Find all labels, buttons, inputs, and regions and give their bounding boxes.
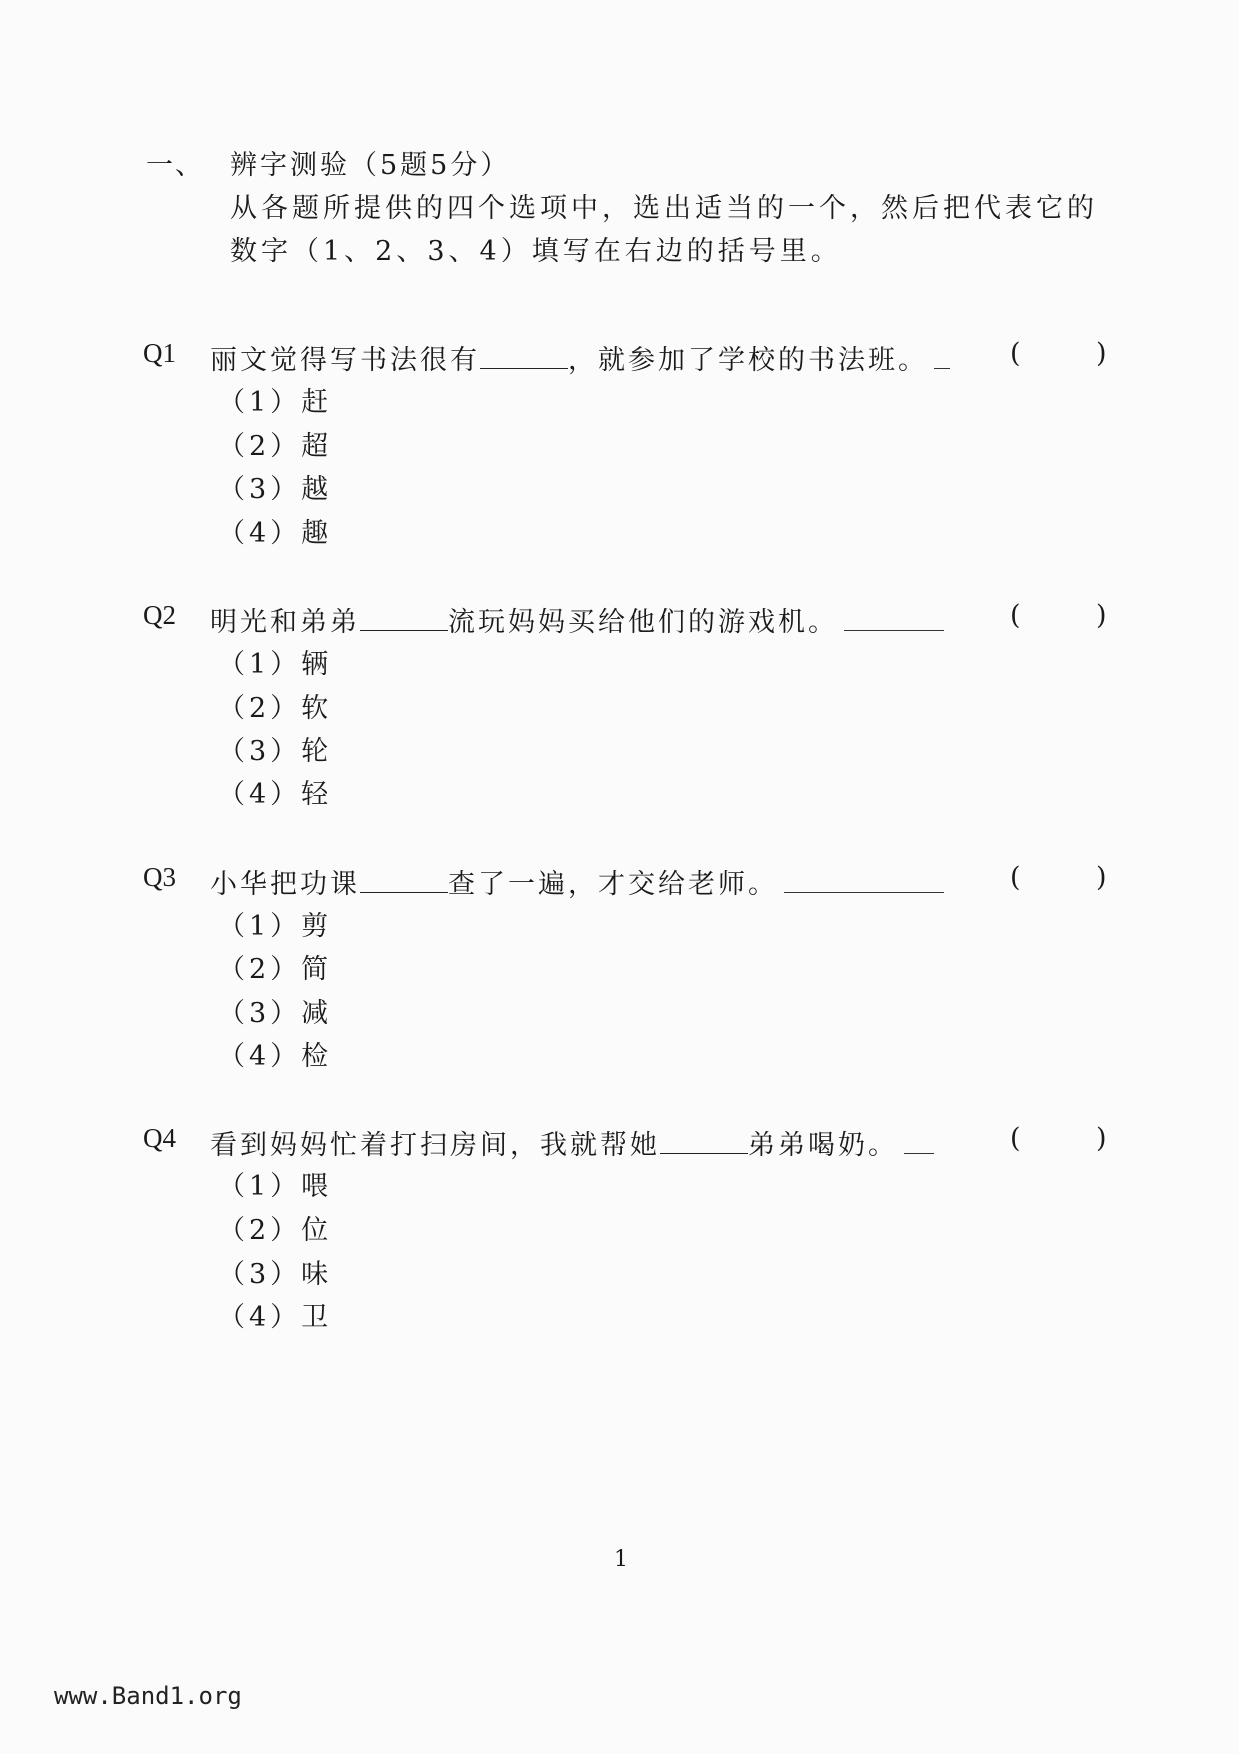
question-text-after: 查了一遍，才交给老师。 xyxy=(448,869,778,900)
question-text-before: 丽文觉得写书法很有 xyxy=(210,345,480,376)
option-4: （4）卫 xyxy=(218,1302,333,1333)
option-4: （4）轻 xyxy=(218,779,333,810)
answer-paren-open: ( xyxy=(1010,862,1021,893)
section-title: 辨字测验（5题5分） xyxy=(230,150,511,181)
option-2: （2）软 xyxy=(218,693,333,724)
instruction-line-1: 从各题所提供的四个选项中，选出适当的一个，然后把代表它的 xyxy=(230,193,1098,224)
leader-dashes xyxy=(904,1137,934,1154)
answer-paren-open: ( xyxy=(1010,600,1021,631)
page-number: 1 xyxy=(614,1547,628,1572)
option-1: （1）剪 xyxy=(218,911,333,942)
answer-paren-close: ) xyxy=(1096,862,1107,893)
option-3: （3）味 xyxy=(218,1259,333,1290)
question-number: Q2 xyxy=(143,600,176,630)
question-number: Q4 xyxy=(143,1123,176,1153)
question-text xyxy=(210,862,944,901)
option-4: （4）检 xyxy=(218,1041,333,1072)
answer-paren-close: ) xyxy=(1096,1123,1107,1154)
question-number: Q3 xyxy=(143,862,176,892)
leader-dashes xyxy=(784,876,944,893)
question-text xyxy=(210,338,950,377)
option-1: （1）赶 xyxy=(218,387,333,418)
question-number: Q1 xyxy=(143,338,176,368)
answer-blank xyxy=(360,868,448,893)
question-text-after: 流玩妈妈买给他们的游戏机。 xyxy=(448,607,838,638)
answer-paren-close: ) xyxy=(1096,600,1107,631)
option-1: （1）辆 xyxy=(218,649,333,680)
option-3: （3）减 xyxy=(218,998,333,1029)
question-text-after: ，就参加了学校的书法班。 xyxy=(568,345,928,376)
section-number: 一、 xyxy=(146,150,204,181)
answer-blank xyxy=(660,1129,748,1154)
question-text-before: 小华把功课 xyxy=(210,869,360,900)
footer-url[interactable]: www.Band1.org xyxy=(54,1682,242,1710)
question-text xyxy=(210,600,944,639)
option-1: （1）喂 xyxy=(218,1171,333,1202)
answer-paren-close: ) xyxy=(1096,338,1107,369)
answer-paren-open: ( xyxy=(1010,338,1021,369)
answer-blank xyxy=(360,606,448,631)
question-text-before: 看到妈妈忙着打扫房间，我就帮她 xyxy=(210,1130,660,1161)
option-2: （2）超 xyxy=(218,431,333,462)
question-text-after: 弟弟喝奶。 xyxy=(748,1130,898,1161)
option-2: （2）简 xyxy=(218,954,333,985)
answer-paren-open: ( xyxy=(1010,1123,1021,1154)
leader-dashes xyxy=(844,614,944,631)
option-2: （2）位 xyxy=(218,1215,333,1246)
question-text xyxy=(210,1123,934,1162)
option-3: （3）轮 xyxy=(218,736,333,767)
option-3: （3）越 xyxy=(218,474,333,505)
instruction-line-2: 数字（1、2、3、4）填写在右边的括号里。 xyxy=(230,236,842,267)
leader-dashes xyxy=(934,352,950,369)
question-text-before: 明光和弟弟 xyxy=(210,607,360,638)
option-4: （4）趣 xyxy=(218,518,333,549)
answer-blank xyxy=(480,344,568,369)
